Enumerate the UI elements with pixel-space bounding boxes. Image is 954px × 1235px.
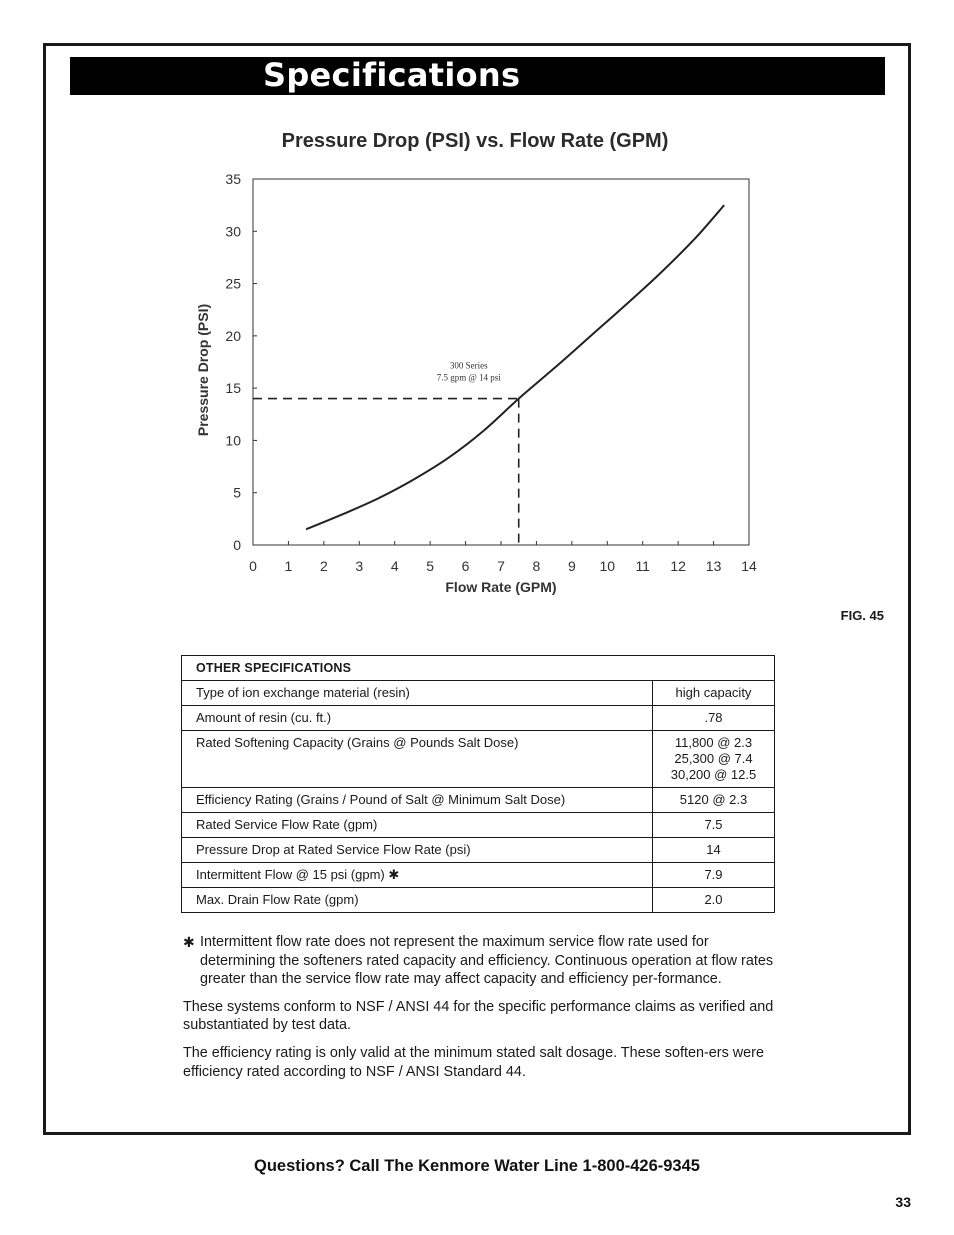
spec-value [653, 788, 775, 813]
y-tick-label: 25 [225, 275, 241, 292]
x-tick-label: 8 [532, 558, 541, 574]
x-tick-label: 7 [497, 558, 505, 574]
footnote-text: Intermittent flow rate does not represent the maximum service flow rate used for determining the softeners rated capacity and efficiency. Continuous operation at flow rates greater than the service flow rate may affect capacity and efficiency per-formance. [200, 934, 774, 988]
pressure-drop-curve [306, 205, 724, 529]
notes-section [183, 933, 783, 1090]
y-tick-label: 30 [225, 223, 241, 240]
spec-label: Efficiency Rating (Grains / Pound of Salt @ Minimum Salt Dose) [182, 788, 653, 813]
annotation-rating: 7.5 gpm @ 14 psi [436, 372, 501, 383]
spec-value [653, 863, 775, 888]
spec-value [653, 838, 775, 863]
spec-row [182, 731, 775, 788]
spec-value-line: 14 [706, 842, 721, 857]
spec-label: Rated Service Flow Rate (gpm) [182, 813, 653, 838]
chart-title-text: Pressure Drop (PSI) vs. Flow Rate (GPM) [281, 130, 669, 152]
x-tick-label: 6 [461, 558, 470, 574]
x-tick-label: 14 [741, 558, 757, 574]
spec-value-line: 30,200 @ 12.5 [670, 767, 757, 782]
x-tick-label: 0 [249, 558, 257, 574]
x-tick-label: 2 [319, 558, 328, 574]
x-tick-label: 13 [705, 558, 722, 574]
spec-value-line: 11,800 @ 2.3 [674, 735, 753, 750]
x-axis-label: Flow Rate (GPM) [445, 579, 557, 595]
spec-value [653, 813, 775, 838]
x-tick-label: 12 [670, 558, 686, 574]
spec-row [182, 706, 775, 731]
spec-value-line: 2.0 [704, 892, 723, 907]
spec-value-line: .78 [704, 710, 723, 725]
spec-value [653, 731, 775, 788]
specs-table-header: OTHER SPECIFICATIONS [182, 656, 775, 681]
x-tick-label: 3 [355, 558, 364, 574]
spec-value [653, 706, 775, 731]
specs-table-header-row [182, 656, 775, 681]
spec-value-line: 7.9 [704, 867, 723, 882]
y-tick-label: 35 [225, 171, 241, 187]
footnote-intermittent [183, 933, 783, 989]
x-tick-label: 11 [635, 558, 650, 574]
x-tick-label: 9 [567, 558, 576, 574]
spec-value [653, 681, 775, 706]
spec-value-line: high capacity [675, 685, 752, 700]
spec-label: Rated Softening Capacity (Grains @ Pounds Salt Dose) [182, 731, 653, 788]
spec-label: Amount of resin (cu. ft.) [182, 706, 653, 731]
efficiency-statement: The efficiency rating is only valid at the minimum stated salt dosage. These soften-ers were efficiency rated according to NSF / ANSI Standard 44. [183, 1044, 764, 1080]
page-number: 33 [895, 1194, 911, 1210]
specs-table-body [182, 681, 775, 913]
y-tick-label: 10 [225, 432, 241, 449]
nsf-statement: These systems conform to NSF / ANSI 44 for the specific performance claims as verified and substantiated by test data. [183, 998, 774, 1034]
x-tick-label: 10 [599, 558, 616, 574]
specs-table [181, 655, 775, 913]
spec-label: Type of ion exchange material (resin) [182, 681, 653, 706]
y-tick-label: 20 [225, 327, 241, 344]
spec-row [182, 888, 775, 913]
spec-label: Pressure Drop at Rated Service Flow Rate (psi) [182, 838, 653, 863]
y-axis-label: Pressure Drop (PSI) [195, 303, 211, 437]
spec-label: Max. Drain Flow Rate (gpm) [182, 888, 653, 913]
spec-value-line: 25,300 @ 7.4 [674, 751, 753, 766]
figure-label: FIG. 45 [840, 608, 884, 623]
spec-value-line: 5120 @ 2.3 [679, 792, 748, 807]
y-tick-label: 0 [233, 537, 241, 553]
x-tick-label: 5 [426, 558, 435, 574]
y-tick-label: 5 [233, 484, 241, 501]
spec-row [182, 788, 775, 813]
spec-row [182, 681, 775, 706]
x-tick-label: 1 [284, 558, 293, 574]
spec-value [653, 888, 775, 913]
y-tick-label: 15 [225, 380, 241, 397]
plot-frame [253, 179, 749, 545]
help-line: Questions? Call The Kenmore Water Line 1-800-426-9345 [254, 1157, 700, 1175]
spec-value-line: 7.5 [704, 817, 723, 832]
annotation-series: 300 Series [449, 360, 488, 371]
x-tick-label: 4 [390, 558, 399, 574]
spec-row [182, 838, 775, 863]
spec-label: Intermittent Flow @ 15 psi (gpm) ✱ [182, 863, 653, 888]
section-title: Specifications [263, 56, 521, 94]
spec-row [182, 863, 775, 888]
spec-row [182, 813, 775, 838]
asterisk-icon: ✱ [183, 934, 195, 950]
